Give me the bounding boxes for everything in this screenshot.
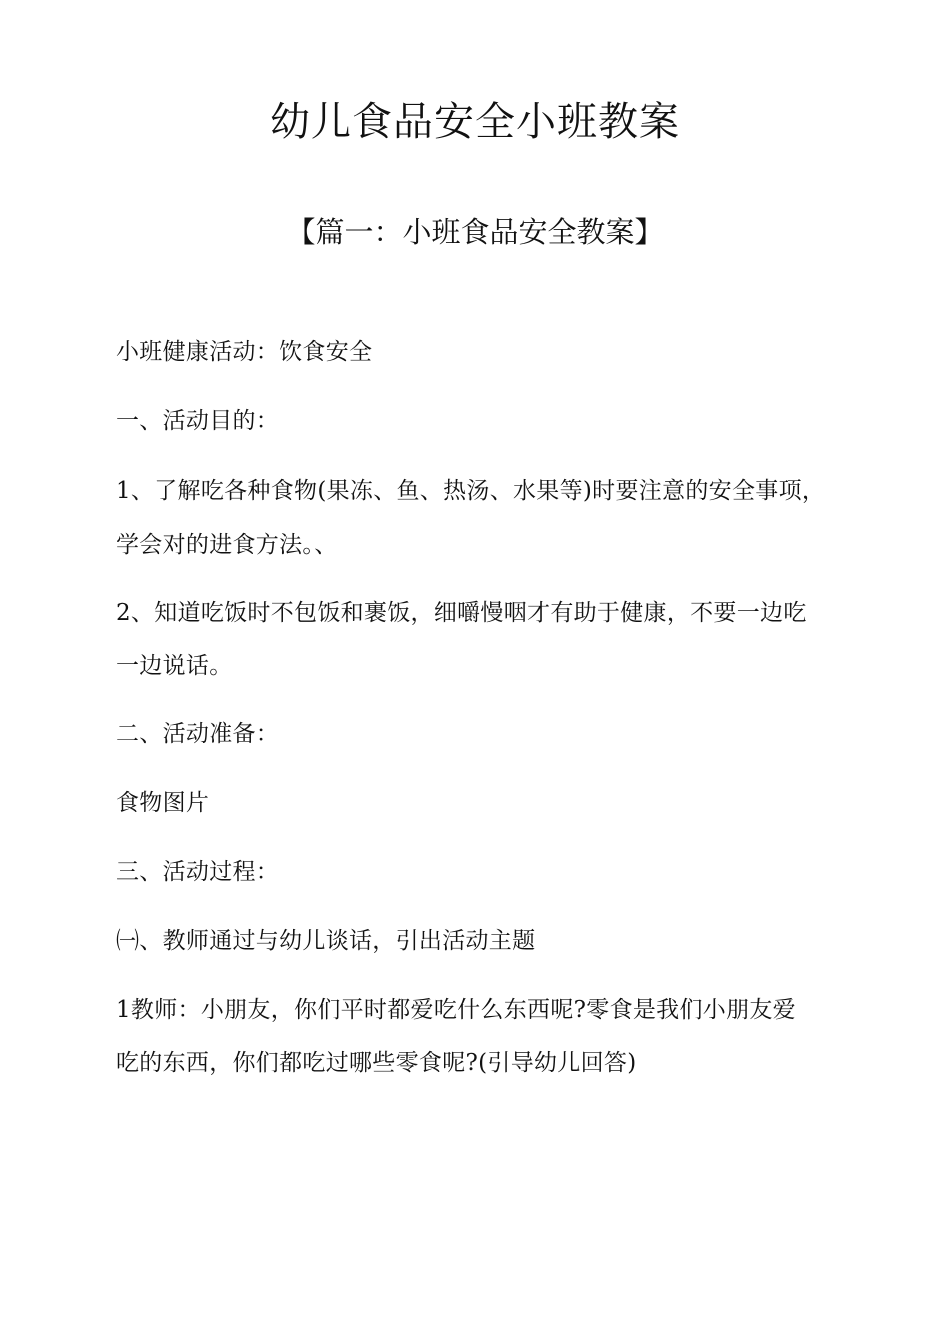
paragraph-line: 1、了解吃各种食物(果冻、鱼、热汤、水果等)时要注意的安全事项， — [116, 478, 826, 504]
paragraph-line: 小班健康活动：饮食安全 — [116, 339, 373, 365]
paragraph-line: 二、活动准备： — [116, 721, 280, 747]
paragraph-line: 学会对的进食方法。、 — [116, 532, 338, 558]
paragraph-line: 1教师：小朋友，你们平时都爱吃什么东西呢?零食是我们小朋友爱 — [116, 997, 796, 1023]
paragraph-line: ㈠、教师通过与幼儿谈话，引出活动主题 — [116, 928, 536, 954]
paragraph-line: 三、活动过程： — [116, 859, 280, 885]
paragraph-line: 2、知道吃饭时不包饭和裹饭，细嚼慢咽才有助于健康，不要一边吃 — [116, 600, 807, 626]
paragraph-line: 吃的东西，你们都吃过哪些零食呢?(引导幼儿回答) — [116, 1050, 637, 1076]
document-title: 幼儿食品安全小班教案 — [270, 99, 680, 145]
section-heading: 【篇一：小班食品安全教案】 — [286, 215, 664, 249]
paragraph-line: 一边说话。 — [116, 653, 233, 679]
paragraph-line: 食物图片 — [116, 790, 210, 816]
paragraph-line: 一、活动目的： — [116, 408, 280, 434]
